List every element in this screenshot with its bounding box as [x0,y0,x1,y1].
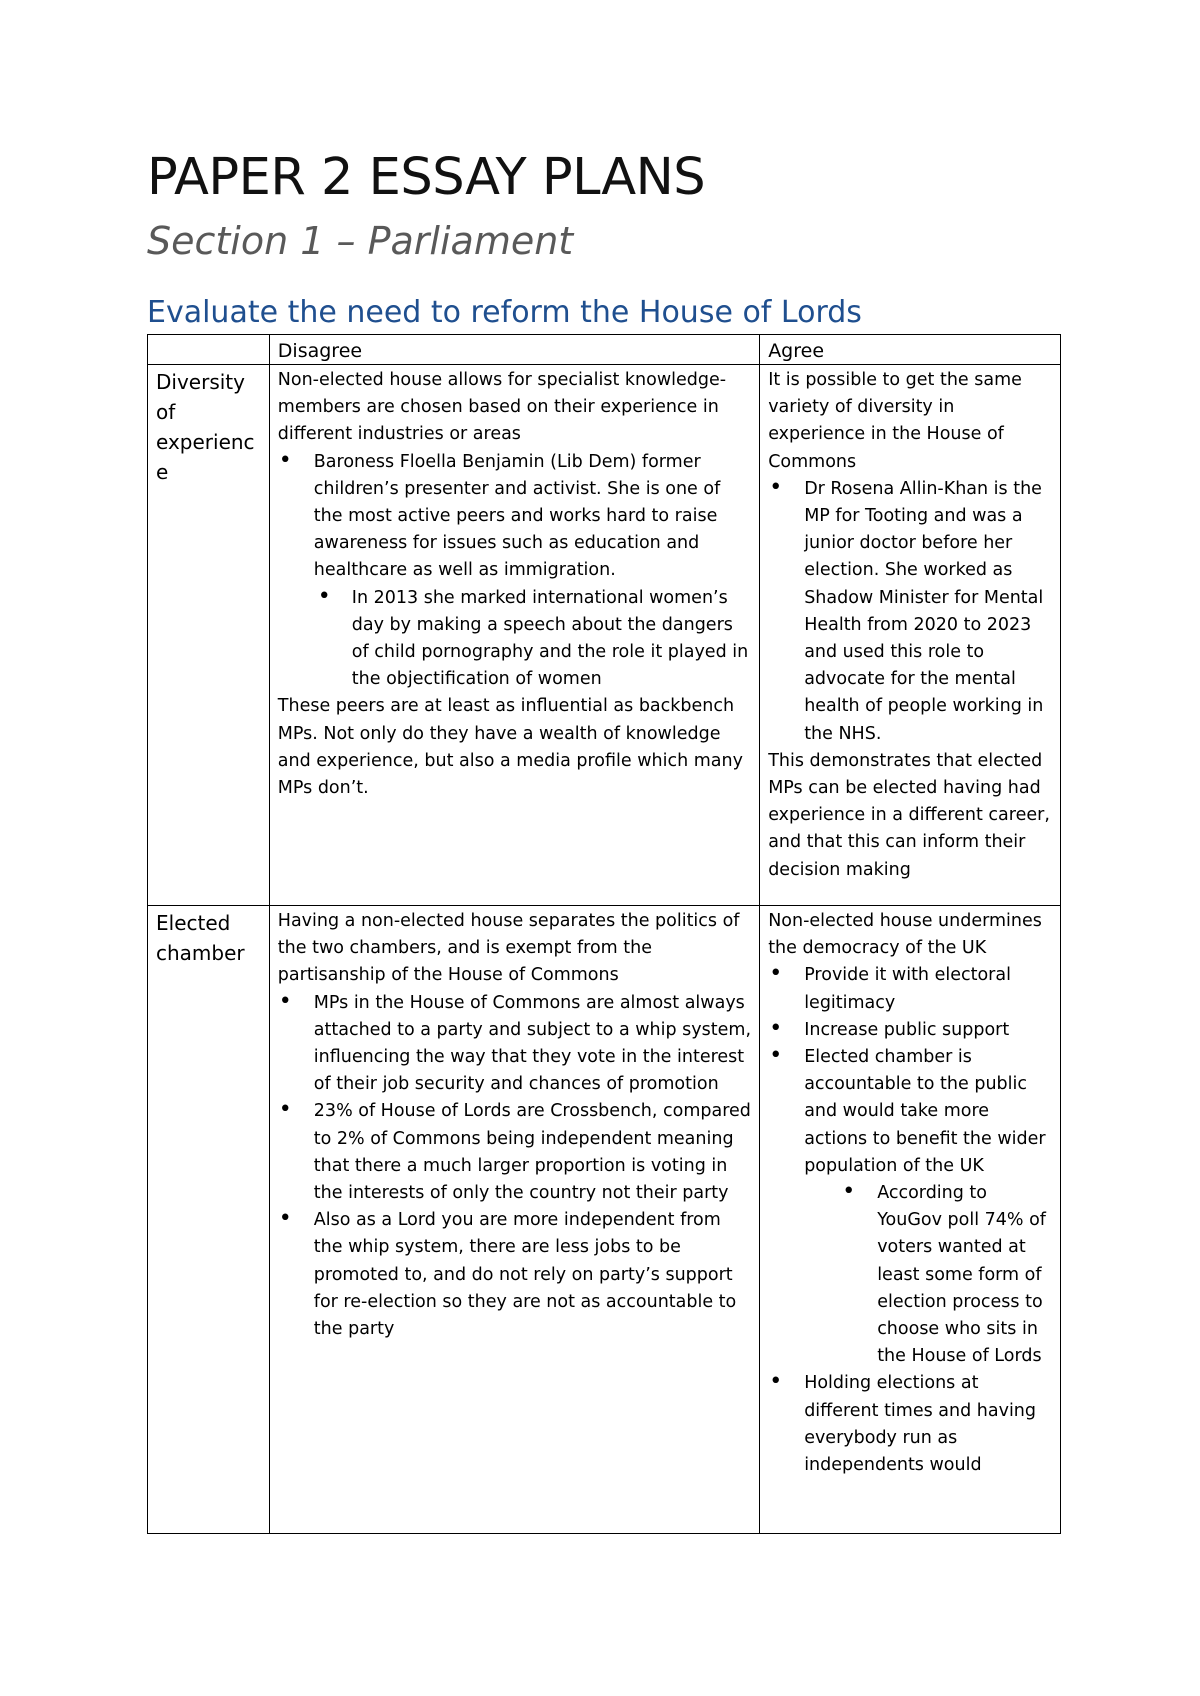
agree-cell [760,365,1061,906]
list-item: • Elected chamber is accountable to the public and would take more actions to benefit the wider population of the UK [804,1044,1052,1180]
table-row [148,365,1061,906]
disagree-intro: Having a non-elected house separates the politics of the two chambers, and is exempt from the partisanship of the House of Commons [277,911,740,986]
list-item: • Dr Rosena Allin-Khan is the MP for Tooting and was a junior doctor before her election. She worked as Shadow Minister for Mental Health from 2020 to 2023 and used this role to advocate for the mental health of people working in the NHS. [804,476,1052,748]
agree-cell [760,906,1061,1534]
list-item: • Provide it with electoral legitimacy [804,962,1052,1016]
agree-intro: It is possible to get the same variety of diversity in experience in the House of Commons [768,370,1022,472]
sub-bullet-list [278,585,751,694]
essay-question: Evaluate the need to reform the House of Lords [147,295,862,330]
table-row [148,906,1061,1534]
bullet-list [278,990,751,1344]
agree-conclusion: This demonstrates that elected MPs can be elected having had experience in a different career, and that this can inform their decision making [768,750,1050,880]
bullet-list [768,962,1052,1479]
disagree-cell [269,365,759,906]
table-header-row [148,335,1061,365]
list-item: • In 2013 she marked international women’s day by making a speech about the dangers of child pornography and the role it played in the objectification of women [352,585,751,694]
section-heading: Section 1 – Parliament [147,219,574,263]
list-item: • Increase public support [804,1017,1052,1044]
list-item: • According to YouGov poll 74% of voters wanted at least some form of election process to choose who sits in the House of Lords [877,1180,1052,1370]
bullet-list [278,449,751,585]
bullet-list [768,476,1052,748]
row-label: Elected chamber [148,906,270,1534]
list-item: • Also as a Lord you are more independent from the whip system, there are less jobs to be promoted to, and do not rely on party’s support for re-election so they are not as accountable to the party [314,1207,751,1343]
list-item: • Holding elections at different times and having everybody run as independents would [804,1370,1052,1479]
agree-intro: Non-elected house undermines the democracy of the UK [768,911,1042,959]
header-disagree: Disagree [269,335,759,365]
disagree-intro: Non-elected house allows for specialist knowledge- members are chosen based on their experience in different industries or areas [277,370,727,445]
document-title: PAPER 2 ESSAY PLANS [147,148,706,207]
list-item: • Baroness Floella Benjamin (Lib Dem) former children’s presenter and activist. She is one of the most active peers and works hard to raise awareness for issues such as education and healthcare as well as immigration. [314,449,751,585]
list-item: • MPs in the House of Commons are almost always attached to a party and subject to a whip system, influencing the way that they vote in the interest of their job security and chances of promotion [314,990,751,1099]
header-agree: Agree [760,335,1061,365]
disagree-cell [269,906,759,1534]
header-empty [148,335,270,365]
list-item: • 23% of House of Lords are Crossbench, compared to 2% of Commons being independent meaning that there a much larger proportion is voting in the interests of only the country not their party [314,1098,751,1207]
row-label: Diversity of experience [148,365,270,906]
essay-plan-table [147,334,1061,1534]
disagree-conclusion: These peers are at least as influential as backbench MPs. Not only do they have a wealth of knowledge and experience, but also a media profile which many MPs don’t. [277,696,743,799]
